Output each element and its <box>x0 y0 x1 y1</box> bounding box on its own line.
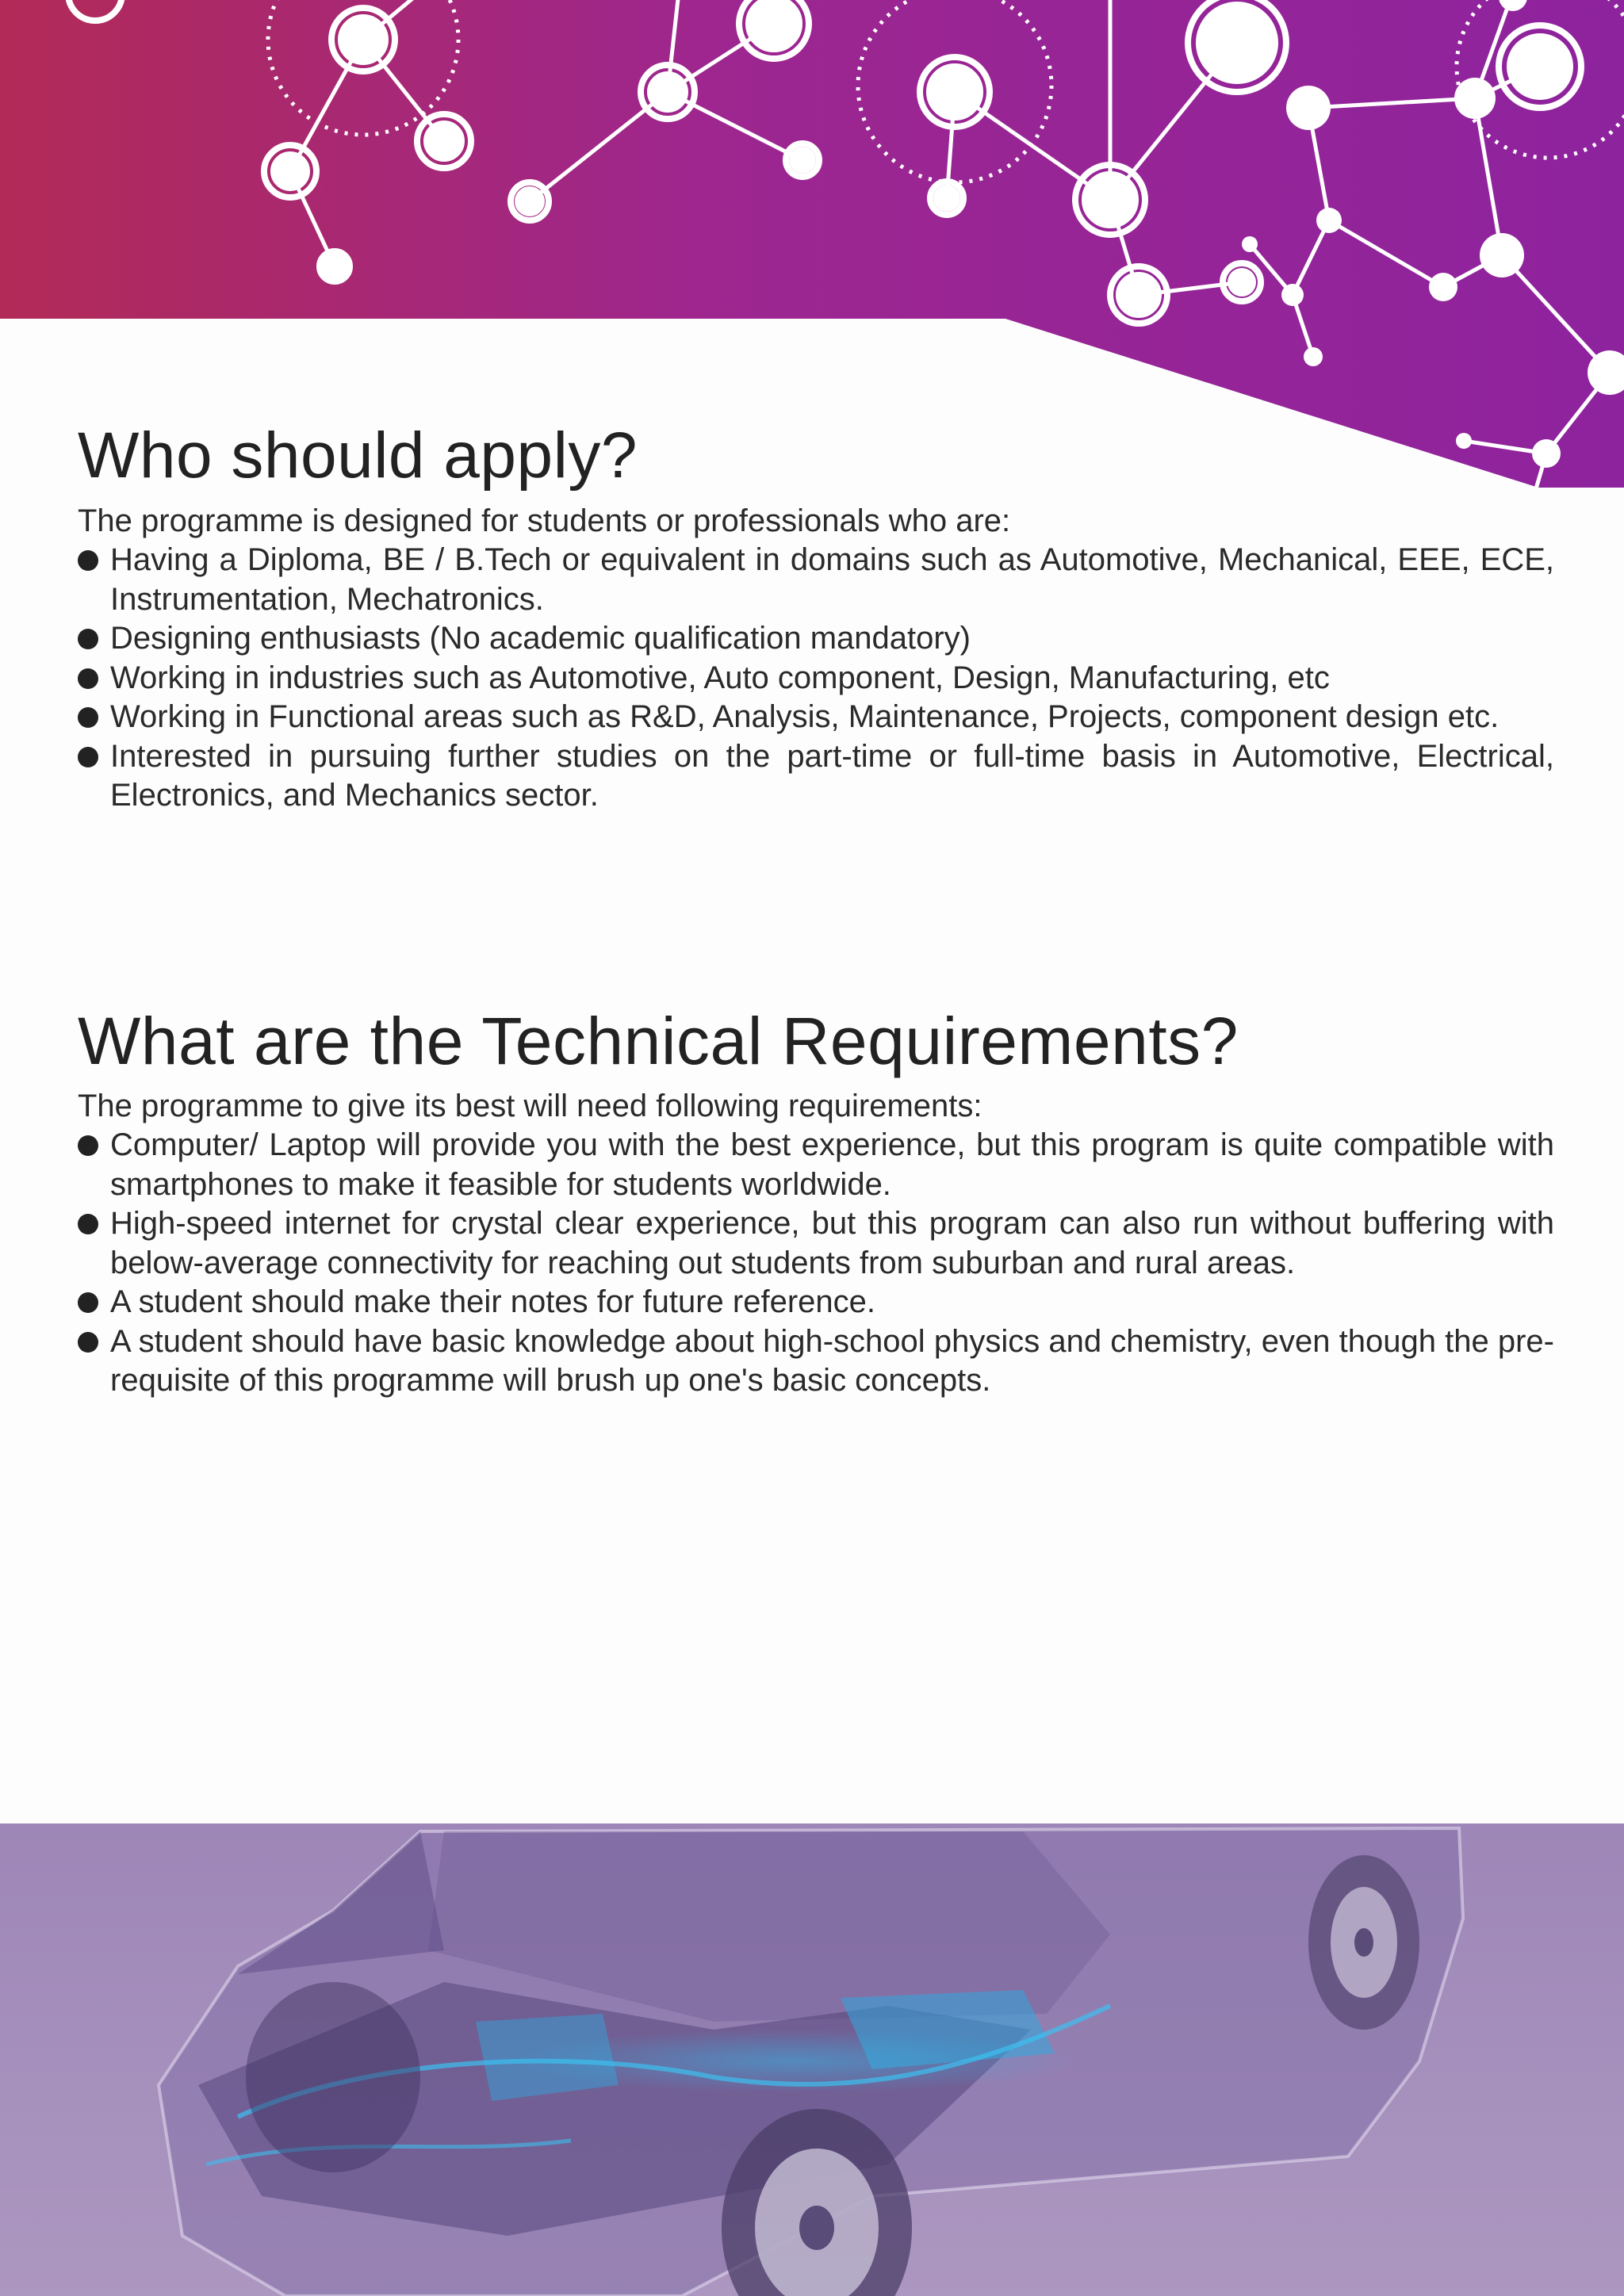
list-item: High-speed internet for crystal clear experience, but this program can also run without buffering with below-average connectivity for reaching out students from suburban and rural areas. <box>78 1204 1554 1283</box>
list-item: Working in Functional areas such as R&D, Analysis, Maintenance, Projects, component design etc. <box>78 698 1554 737</box>
list-item: A student should make their notes for future reference. <box>78 1283 1554 1322</box>
list-item: Having a Diploma, BE / B.Tech or equivalent in domains such as Automotive, Mechanical, EEE, ECE, Instrumentation, Mechatronics. <box>78 541 1554 619</box>
technical-requirements-list <box>78 1126 1554 1401</box>
technical-requirements-section <box>78 997 1554 1401</box>
list-item: A student should have basic knowledge about high-school physics and chemistry, even though the pre-requisite of this programme will brush up one's basic concepts. <box>78 1322 1554 1401</box>
list-item: Designing enthusiasts (No academic qualification mandatory) <box>78 619 1554 659</box>
car-rear-wheel <box>1308 1855 1419 2030</box>
car-illustration <box>0 1823 1624 2296</box>
who-should-apply-intro: The programme is designed for students or professionals who are: <box>78 503 1011 538</box>
list-item: Computer/ Laptop will provide you with the best experience, but this program is quite compatible with smartphones to make it feasible for students worldwide. <box>78 1126 1554 1204</box>
technical-requirements-heading: What are the Technical Requirements? <box>78 1004 1239 1078</box>
list-item: Interested in pursuing further studies on the part-time or full-time basis in Automotive, Electrical, Electronics, and Mechanics sector. <box>78 737 1554 816</box>
who-should-apply-list <box>78 541 1554 816</box>
car-engine-left-wheel <box>246 1982 420 2172</box>
who-should-apply-heading: Who should apply? <box>78 419 638 492</box>
technical-requirements-intro: The programme to give its best will need following requirements: <box>78 1089 982 1123</box>
who-should-apply-section <box>78 412 1554 816</box>
list-item: Working in industries such as Automotive, Auto component, Design, Manufacturing, etc <box>78 659 1554 698</box>
